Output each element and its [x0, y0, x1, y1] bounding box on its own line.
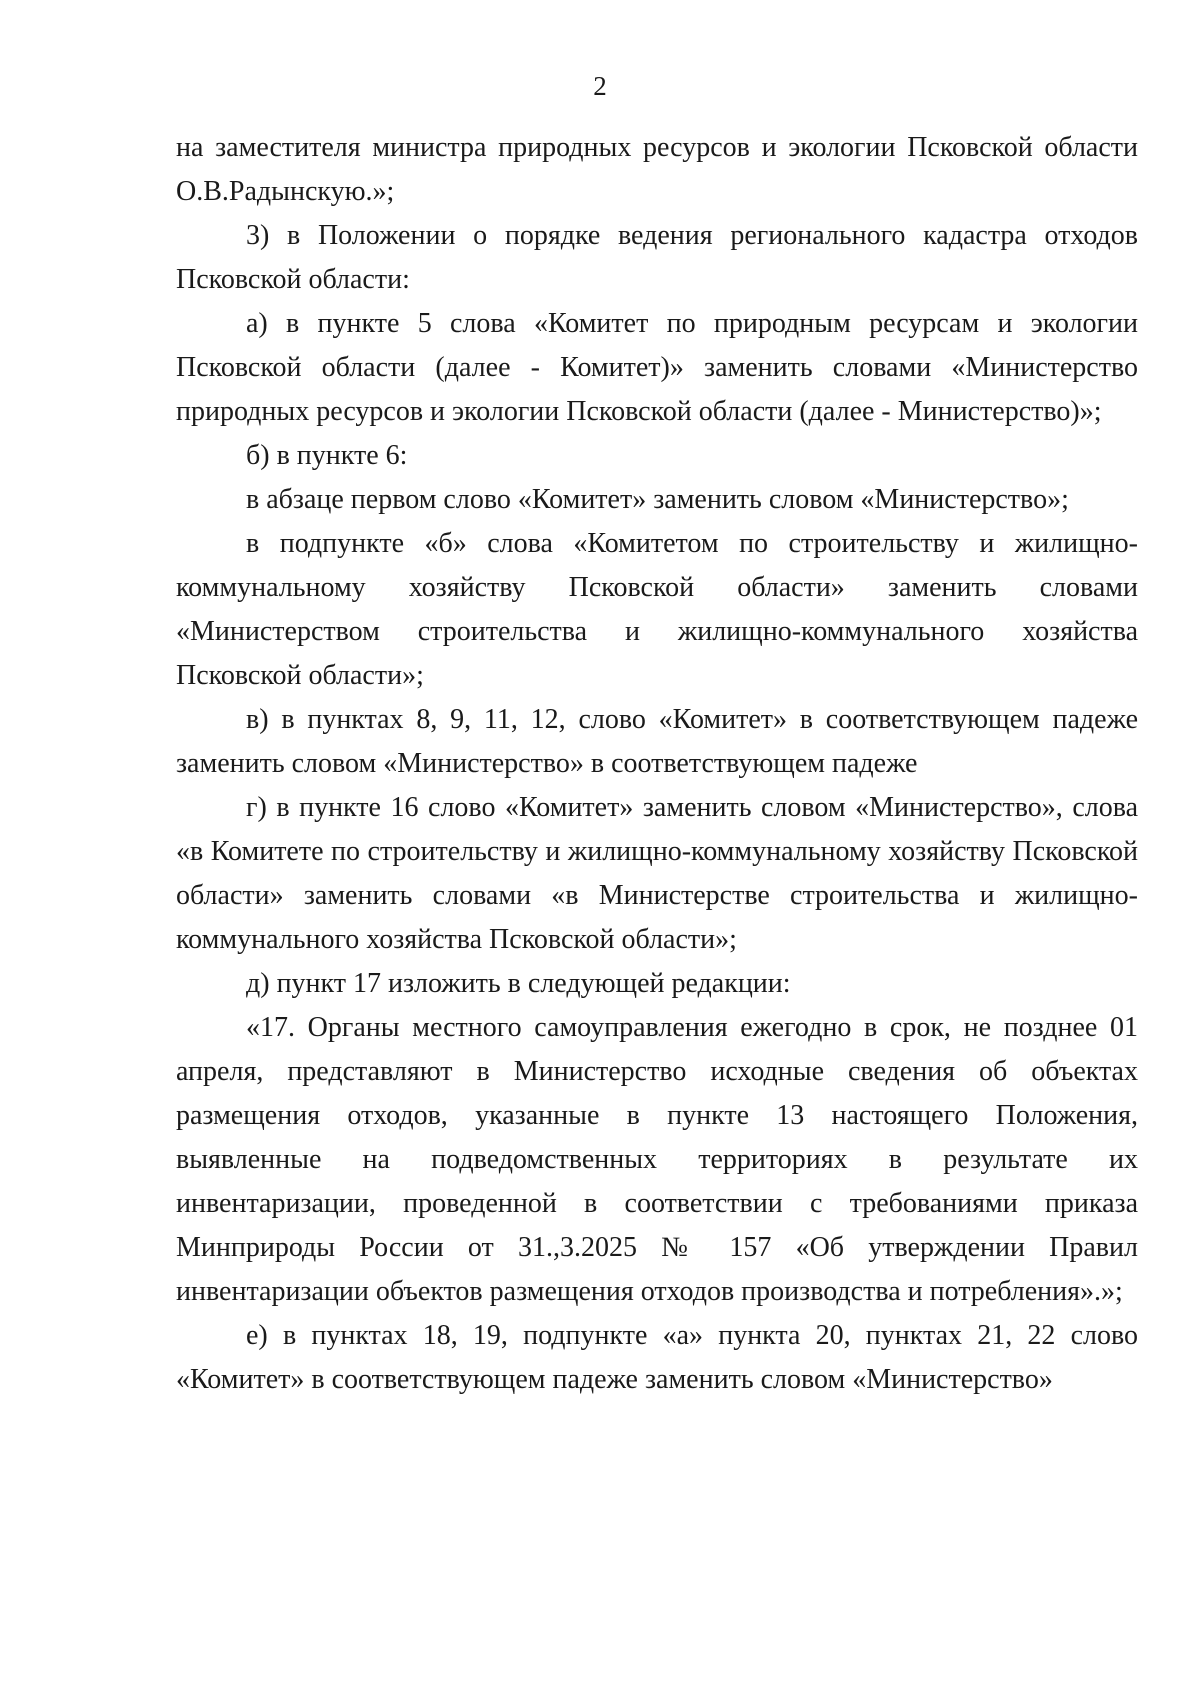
- paragraph-6: в подпункте «б» слова «Комитетом по строительству и жилищно-коммунальному хозяйству Псковской области» заменить словами «Министерством строительства и жилищно-коммунального хозяйства Псковской области»;: [176, 528, 1138, 691]
- paragraph-4: б) в пункте 6:: [246, 440, 408, 471]
- page-number: 2: [593, 71, 607, 101]
- paragraph-2: 3) в Положении о порядке ведения регионального кадастра отходов Псковской области:: [176, 220, 1138, 295]
- paragraph-7: в) в пунктах 8, 9, 11, 12, слово «Комитет» в соответствующем падеже заменить словом «Министерство» в соответствующем падеже: [176, 704, 1138, 779]
- paragraph-10: «17. Органы местного самоуправления ежегодно в срок, не позднее 01 апреля, представляют в Министерство исходные сведения об объектах размещения отходов, указанные в пункте 13 настоящего Положения, выявленные на подведомственных территориях в результате их инвентаризации, проведенной в соответствии с требованиями приказа Минприроды России от 31.,3.2025 № 157 «Об утверждении Правил инвентаризации объектов размещения отходов производства и потребления».»;: [176, 1012, 1138, 1307]
- paragraph-3: а) в пункте 5 слова «Комитет по природным ресурсам и экологии Псковской области (далее - Комитет)» заменить словами «Министерство природных ресурсов и экологии Псковской области (далее - Министерство)»;: [176, 308, 1138, 427]
- paragraph-1: на заместителя министра природных ресурсов и экологии Псковской области О.В.Радынскую.»;: [176, 132, 1138, 207]
- paragraph-11: е) в пунктах 18, 19, подпункте «а» пункта 20, пунктах 21, 22 слово «Комитет» в соответствующем падеже заменить словом «Министерство»: [176, 1320, 1138, 1395]
- paragraph-9: д) пункт 17 изложить в следующей редакции:: [246, 968, 791, 999]
- paragraph-8: г) в пункте 16 слово «Комитет» заменить словом «Министерство», слова «в Комитете по строительству и жилищно-коммунальному хозяйству Псковской области» заменить словами «в Министерстве строительства и жилищно-коммунального хозяйства Псковской области»;: [176, 792, 1138, 955]
- document-body: [176, 126, 1138, 1402]
- paragraph-5: в абзаце первом слово «Комитет» заменить словом «Министерство»;: [246, 484, 1069, 515]
